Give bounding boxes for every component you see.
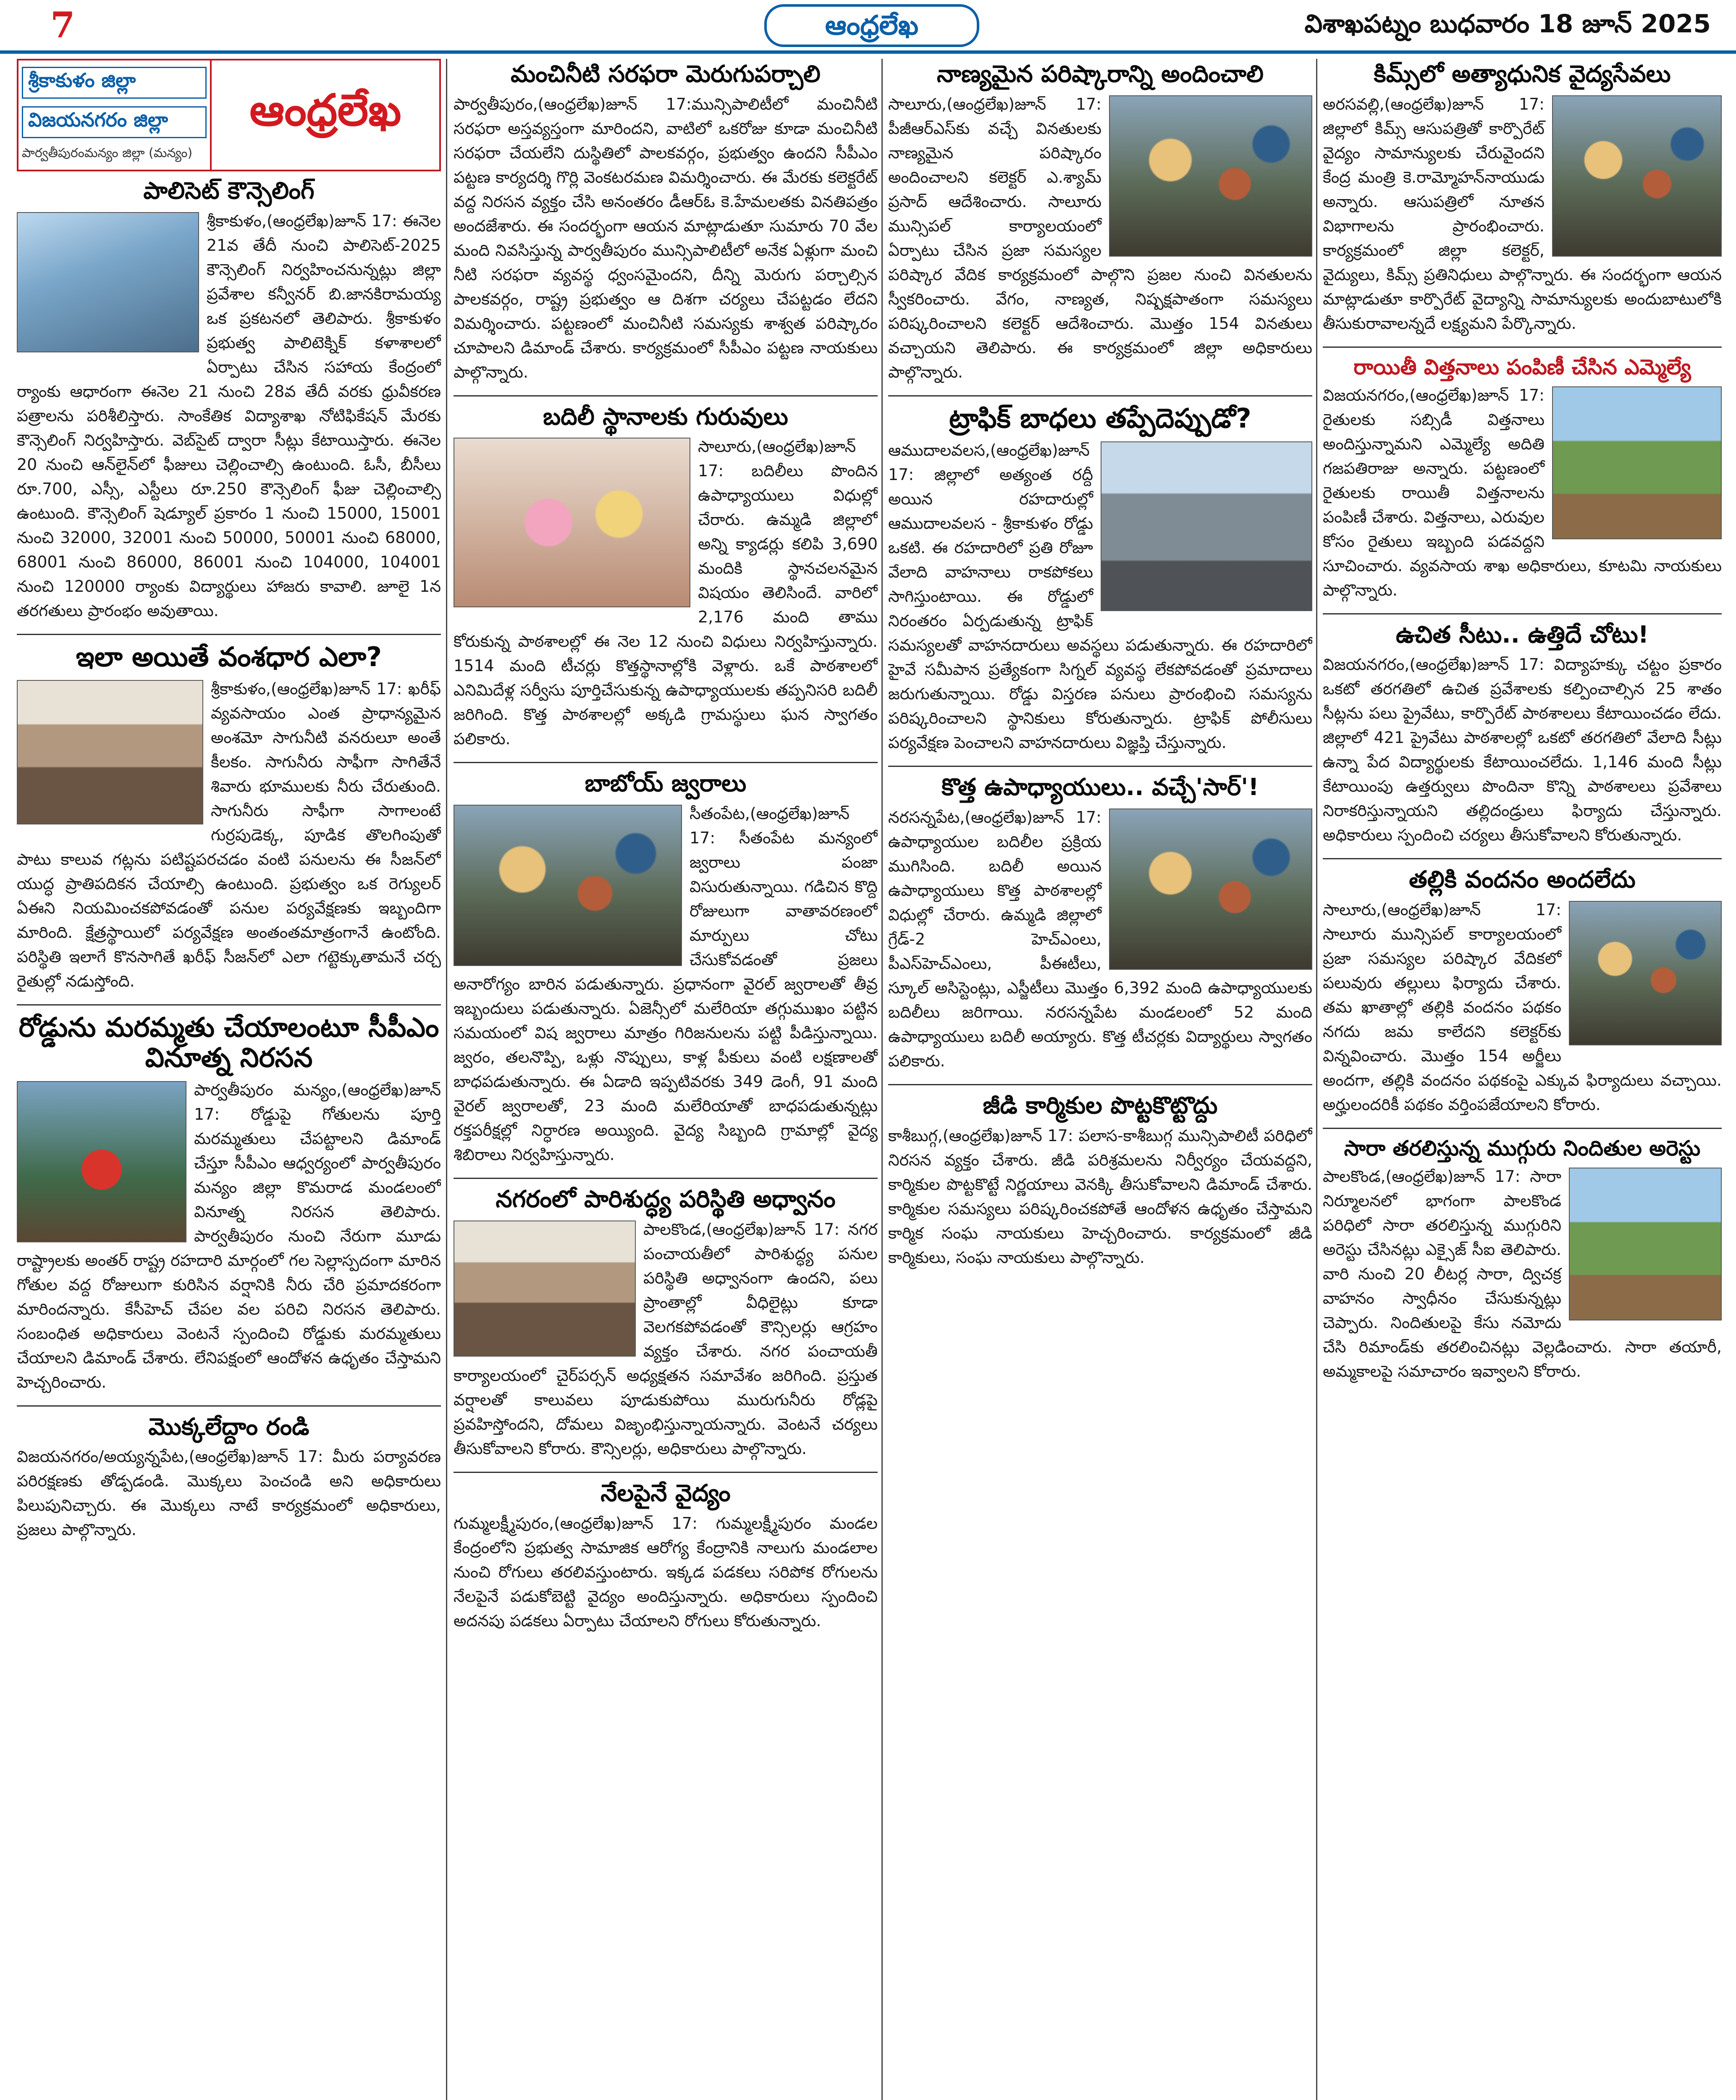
article-body: పాలకొండ,(ఆంధ్రలేఖ)జూన్ 17: సారా నిర్మూలనలో భాగంగా పాలకొండ పరిధిలో సారా తరలిస్తున్న ముగ్గురిని అరెస్టు చేసినట్లు ఎక్సైజ్ సీఐ తెలిపారు. వారి నుంచి 20 లీటర్ల సారా, ద్విచక్ర వాహనం స్వాధీనం చేసుకున్నట్లు చెప్పారు. నిందితులపై కేసు నమోదు చేసి రిమాండ్‌కు తరలించినట్లు వెల్లడించారు. సారా తయారీ, అమ్మకాలపై సమాచారం ఇవ్వాలని కోరారు. bbox=[1323, 1167, 1722, 1381]
article-new-teachers bbox=[888, 774, 1312, 1073]
article-headline: బాబోయ్ జ్వరాలు bbox=[585, 770, 747, 798]
article-body: శ్రీకాకుళం,(ఆంధ్రలేఖ)జూన్ 17: ఖరీఫ్ వ్యవసాయం ఎంత ప్రాధాన్యమైన అంశమో సాగునీటి వనరులూ అంతే కీలకం. సాగునీరు సాఫీగా సాగితేనే శివారు భూములకు నీరు చేరుతుంది. సాగునీరు సాఫీగా సాగాలంటే గుర్రపుడెక్క, పూడిక తొలగింపుతో పాటు కాలువ గట్లను పటిష్టపరచడం వంటి పనులను ఈ సీజన్‌లో యుద్ధ ప్రాతిపదికన చేయాల్సి ఉంటుంది. ప్రభుత్వం ఒక రెగ్యులర్ ఏఈని నియమించకపోవడంతో పనుల పర్యవేక్షణకు ఇబ్బందిగా మారింది. క్షేత్రస్థాయిలో పర్యవేక్షణ అంతంతమాత్రంగానే ఉంటోంది. పరిస్థితి ఇలాగే కొనసాగితే ఖరీఫ్ సీజన్‌లో ఎలా గట్టెక్కుతామనే చర్చ రైతుల్లో నడుస్తోంది. bbox=[17, 680, 441, 991]
council-meeting-photo bbox=[454, 1221, 636, 1357]
article-body: కాశీబుగ్గ,(ఆంధ్రలేఖ)జూన్ 17: పలాస-కాశీబుగ్గ మున్సిపాలిటీ పరిధిలో నిరసన వ్యక్తం చేశారు. జీడి పరిశ్రమలను నిర్వీర్యం చేయవద్దని, కార్మికుల పొట్టకొట్టే నిర్ణయాలు వెనక్కి తీసుకోవాలని డిమాండ్ చేశారు. కార్మికుల సమస్యలు పరిష్కరించకపోతే ఆందోళన ఉధృతం చేస్తామని కార్మిక సంఘ నాయకులు హెచ్చరించారు. కార్యక్రమంలో జీడి కార్మికులు, సంఘ నాయకులు పాల్గొన్నారు. bbox=[888, 1126, 1312, 1267]
article-teacher-transfers bbox=[454, 404, 878, 751]
arrest-photo bbox=[1569, 1168, 1722, 1320]
article-body: నరసన్నపేట,(ఆంధ్రలేఖ)జూన్ 17: ఉపాధ్యాయుల బదిలీల ప్రక్రియ ముగిసింది. బదిలీ అయిన ఉపాధ్యాయులు కొత్త పాఠశాలల్లో విధుల్లో చేరారు. ఉమ్మడి జిల్లాలో గ్రేడ్-2 హెచ్ఎంలు, పీఎస్‌హెచ్ఎంలు, పీఈటీలు, స్కూల్ అసిస్టెంట్లు, ఎస్జీటీలు మొత్తం 6,392 మంది ఉపాధ్యాయులకు బదిలీలు జరిగాయి. నరసన్నపేట మండలంలో 52 మంది ఉపాధ్యాయులు బదిలీ అయ్యారు. కొత్త టీచర్లకు విద్యార్థులు స్వాగతం పలికారు. bbox=[888, 808, 1312, 1071]
divider bbox=[454, 762, 878, 763]
article-headline: ఇలా అయితే వంశధార ఎలా? bbox=[76, 641, 382, 673]
divider bbox=[888, 766, 1312, 767]
article-headline: నేలపైనే వైద్యం bbox=[601, 1479, 731, 1507]
article-headline: బదిలీ స్థానాలకు గురువులు bbox=[543, 403, 788, 430]
divider bbox=[1323, 346, 1722, 348]
teachers-photo bbox=[1109, 808, 1312, 970]
article-body: పార్వతీపురం మన్యం,(ఆంధ్రలేఖ)జూన్ 17: రోడ్డుపై గోతులను పూర్తి మరమ్మతులు చేపట్టాలని డిమాండ్ చేస్తూ సీపీఎం ఆధ్వర్యంలో పార్వతీపురం మన్యం జిల్లా కొమరాడ మండలంలో వినూత్న నిరసన తెలిపారు. పార్వతీపురం నుంచి నేరుగా మూడు రాష్ట్రాలకు అంతర్ రాష్ట్ర రహదారి మార్గంలో గల సెల్లాస్పదంగా మారిన గోతుల వద్ద రోజులుగా కురిసిన వర్షానికి నీరు చేరి ప్రమాదకరంగా మారిందన్నారు. కేసీహెచ్ చేపల వల పరిచి నిరసన తెలిపారు. సంబంధిత అధికారులు వెంటనే స్పందించి రోడ్డుకు మరమ్మతులు చేయాలని డిమాండ్ చేశారు. లేనిపక్షంలో ఆందోళన ఉధృతం చేస్తామని హెచ్చరించారు. bbox=[17, 1080, 441, 1391]
mothers-petition-photo bbox=[1569, 901, 1722, 1045]
divider bbox=[1323, 613, 1722, 614]
article-body: ఆముదాలవలస,(ఆంధ్రలేఖ)జూన్ 17: జిల్లాలో అత్యంత రద్దీ అయిన రహదారుల్లో ఆముదాలవలస - శ్రీకాకుళం రోడ్డు ఒకటి. ఈ రహదారిలో ప్రతి రోజూ వేలాది వాహనాలు రాకపోకలు సాగిస్తుంటాయి. ఈ రోడ్డులో నిరంతరం ఏర్పడుతున్న ట్రాఫిక్ సమస్యలతో వాహనదారులు అవస్థలు పడుతున్నారు. ఈ రహదారిలో హైవే సమీపాన ప్రత్యేకంగా సిగ్నల్ వ్యవస్థ లేకపోవడంతో ప్రమాదాలు జరుగుతున్నాయి. రోడ్డు విస్తరణ పనులు ప్రారంభించి సమస్యను పరిష్కరించాలని స్థానికులు కోరుతున్నారు. ట్రాఫిక్ పోలీసులు పర్యవేక్షణ పెంచాలని వాహనదారులు విజ్ఞప్తి చేస్తున్నారు. bbox=[888, 441, 1312, 752]
newspaper-logo: ఆంధ్రలేఖ bbox=[249, 84, 401, 136]
edition-tab-vizianagaram[interactable]: విజయనగరం జిల్లా bbox=[22, 106, 207, 138]
protest-photo bbox=[17, 1081, 186, 1242]
article-headline: నాణ్యమైన పరిష్కారాన్ని అందించాలి bbox=[936, 60, 1264, 88]
divider bbox=[17, 1405, 441, 1407]
article-kims-hospital bbox=[1323, 61, 1722, 336]
article-headline: తల్లికి వందనం అందలేదు bbox=[1409, 866, 1636, 894]
article-fevers bbox=[454, 771, 878, 1167]
article-body: సీతంపేట,(ఆంధ్రలేఖ)జూన్ 17: సీతంపేట మన్యంలో జ్వరాలు పంజా విసురుతున్నాయి. గడిచిన కొద్ది రోజులుగా వాతావరణంలో మార్పులు చోటు చేసుకోవడంతో ప్రజలు అనారోగ్యం బారిన పడుతున్నారు. ప్రధానంగా వైరల్ జ్వరాలతో తీవ్ర ఇబ్బందులు పడుతున్నారు. ఏజెన్సీలో మలేరియా తగ్గుముఖం పట్టిన సమయంలో విష జ్వరాలు మాత్రం గిరిజనులను పట్టి పీడిస్తున్నాయి. జ్వరం, తలనొప్పి, ఒళ్లు నొప్పులు, కాళ్ల పీకులు వంటి లక్షణాలతో బాధపడుతున్నారు. ఈ ఏడాది ఇప్పటివరకు 349 డెంగీ, 91 మంది వైరల్ జ్వరాలతో, 23 మంది మలేరియాతో బాధపడుతున్నట్లు రక్తపరీక్షల్లో నిర్ధారణ అయ్యింది. వైద్య సిబ్బంది గ్రామాల్లో వైద్య శిబిరాలు నిర్వహిస్తున్నారు. bbox=[454, 804, 878, 1164]
school-welcome-photo bbox=[454, 438, 690, 607]
article-seed-distribution bbox=[1323, 355, 1722, 602]
hospital-inauguration-photo bbox=[1552, 95, 1722, 257]
hospital-crowd-photo bbox=[454, 805, 682, 966]
divider bbox=[454, 1178, 878, 1179]
divider bbox=[17, 1004, 441, 1005]
column-divider bbox=[446, 59, 447, 2100]
article-drinking-water bbox=[454, 61, 878, 384]
masthead-title: ఆంధ్రలేఖ bbox=[764, 4, 979, 47]
article-body: గుమ్మలక్ష్మీపురం,(ఆంధ్రలేఖ)జూన్ 17: గుమ్మలక్ష్మీపురం మండల కేంద్రంలోని ప్రభుత్వ సామాజిక ఆరోగ్య కేంద్రానికి నాలుగు మండలాల నుంచి రోగులు తరలివస్తుంటారు. ఇక్కడ పడకలు సరిపోక రోగులను నేలపైనే పడుకోబెట్టి వైద్యం అందిస్తున్నారు. అధికారులు స్పందించి అదనపు పడకలు ఏర్పాటు చేయాలని రోగులు కోరుతున్నారు. bbox=[454, 1514, 878, 1630]
article-headline: సారా తరలిస్తున్న ముగ్గురు నిందితుల అరెస్టు bbox=[1344, 1136, 1701, 1161]
article-body: సాలూరు,(ఆంధ్రలేఖ)జూన్ 17: పీజీఆర్ఎస్‌కు వచ్చే వినతులకు నాణ్యమైన పరిష్కారం అందించాలని కలెక్టర్ ఎ.శ్యామ్ ప్రసాద్ ఆదేశించారు. సాలూరు మున్సిపల్ కార్యాలయంలో ఏర్పాటు చేసిన ప్రజా సమస్యల పరిష్కార వేదిక కార్యక్రమంలో పాల్గొని ప్రజల నుంచి వినతులను స్వీకరించారు. వేగం, నాణ్యత, నిష్పక్షపాతంగా సమస్యలు పరిష్కరించాలని కలెక్టర్ ఆదేశించారు. మొత్తం 154 వినతులు వచ్చాయని తెలిపారు. ఈ కార్యక్రమంలో జిల్లా అధికారులు పాల్గొన్నారు. bbox=[888, 94, 1312, 381]
edition-tab-srikakulam[interactable]: శ్రీకాకుళం జిల్లా bbox=[22, 67, 207, 99]
article-headline: కొత్త ఉపాధ్యాయులు.. వచ్చే'సార్'! bbox=[941, 774, 1259, 801]
article-body: అరసవల్లి,(ఆంధ్రలేఖ)జూన్ 17: జిల్లాలో కిమ్స్ ఆసుపత్రితో కార్పొరేట్ వైద్యం సామాన్యులకు చేరువైందని కేంద్ర మంత్రి కె.రామ్మోహన్‌నాయుడు అన్నారు. ఆసుపత్రిలో నూతన విభాగాలను ప్రారంభించారు. కార్యక్రమంలో జిల్లా కలెక్టర్, వైద్యులు, కిమ్స్ ప్రతినిధులు పాల్గొన్నారు. ఈ సందర్భంగా ఆయన మాట్లాడుతూ కార్పొరేట్ వైద్యాన్ని సామాన్యులకు అందుబాటులోకి తీసుకురావాలన్నదే లక్ష్యమని పేర్కొన్నారు. bbox=[1323, 94, 1722, 333]
article-headline: రాయితీ విత్తనాలు పంపిణీ చేసిన ఎమ్మెల్యే bbox=[1353, 354, 1691, 379]
column-divider bbox=[1316, 59, 1317, 2100]
article-headline: నగరంలో పారిశుద్ధ్య పరిస్థితి అధ్వానం bbox=[496, 1186, 836, 1213]
article-body: సాలూరు,(ఆంధ్రలేఖ)జూన్ 17: బదిలీలు పొందిన ఉపాధ్యాయులు విధుల్లో చేరారు. ఉమ్మడి జిల్లాలో అన్ని క్యాడర్లు కలిపి 3,690 మందికి స్థానచలనమైన విషయం తెలిసిందే. వారిలో 2,176 మంది తాము కోరుకున్న పాఠశాలల్లో ఈ నెల 12 నుంచి విధులు నిర్వహిస్తున్నారు. 1514 మంది టీచర్లు కొత్తస్థానాల్లోకి వెళ్లారు. ఒకే పాఠశాలలో ఎనిమిదేళ్ల సర్వీసు పూర్తిచేసుకున్న ఉపాధ్యాయులకు తప్పనిసరి బదిలీ జరిగింది. కొత్త పాఠశాలల్లో అక్కడి గ్రామస్థులు ఘన స్వాగతం పలికారు. bbox=[454, 437, 878, 748]
article-body: విజయనగరం/అయ్యన్నపేట,(ఆంధ్రలేఖ)జూన్ 17: మీరు పర్యావరణ పరిరక్షణకు తోడ్పడండి. మొక్కలు పెంచండి అని అధికారులు పిలుపునిచ్చారు. ఈ మొక్కలు నాటే కార్యక్రమంలో అధికారులు, ప్రజలు పాల్గొన్నారు. bbox=[17, 1447, 441, 1539]
divider bbox=[17, 634, 441, 635]
edition-tab-parvathipuram[interactable]: పార్వతీపురంమన్యం జిల్లా (మన్యం) bbox=[22, 146, 193, 160]
column-1 bbox=[17, 59, 441, 2100]
article-headline: ట్రాఫిక్ బాధలు తప్పేదెప్పుడో? bbox=[949, 403, 1251, 434]
divider bbox=[454, 395, 878, 396]
article-headline: జీడి కార్మికుల పొట్టకొట్టొద్దు bbox=[983, 1092, 1218, 1120]
article-body: విజయనగరం,(ఆంధ్రలేఖ)జూన్ 17: విద్యాహక్కు చట్టం ప్రకారం ఒకటో తరగతిలో ఉచిత ప్రవేశాలకు కల్పించాల్సిన 25 శాతం సీట్లను పలు ప్రైవేటు, కార్పొరేట్ పాఠశాలలు కేటాయించడం లేదు. జిల్లాలో 421 ప్రైవేటు పాఠశాలల్లో ఒకటో తరగతిలో వేలాది సీట్లు ఉన్నా పేద విద్యార్థులకు కేటాయించలేదు. 1,146 మంది సీట్లు కేటాయింపు ఉత్తర్వులు పొందినా కొన్ని పాఠశాలలు ప్రవేశాలు నిరాకరిస్తున్నాయని తల్లిదండ్రులు ఫిర్యాదు చేస్తున్నారు. అధికారులు స్పందించి చర్యలు తీసుకోవాలని కోరుతున్నారు. bbox=[1323, 655, 1722, 845]
column-3 bbox=[888, 59, 1312, 2100]
article-floor-treatment bbox=[454, 1480, 878, 1633]
article-cashew-workers bbox=[888, 1093, 1312, 1270]
article-traffic bbox=[888, 404, 1312, 755]
article-vamsadhara bbox=[17, 643, 441, 994]
article-headline: మొక్కలేద్దాం రండి bbox=[148, 1413, 309, 1441]
article-headline: మంచినీటి సరఫరా మెరుగుపర్చాలి bbox=[511, 60, 821, 88]
article-headline: రోడ్డును మరమ్మతు చేయాలంటూ సీపీఎం వినూత్న నిరసన bbox=[18, 1012, 439, 1074]
article-body: పార్వతీపురం,(ఆంధ్రలేఖ)జూన్ 17:మున్సిపాలిటీలో మంచినీటి సరఫరా అస్తవ్యస్తంగా మారిందని, వాటిలో ఒకరోజు కూడా మంచినీటి సరఫరా చేయలేని దుస్థితిలో పాలకవర్గం, ప్రభుత్వం ఉందని సీపీఎం పట్టణ కార్యదర్శి గొర్లి వెంకటరమణ విమర్శించారు. ఈ మేరకు కలెక్టరేట్ వద్ద నిరసన వ్యక్తం చేసి అనంతరం డీఆర్ఓ కె.హేమలతకు వినతిపత్రం అందజేశారు. ఈ సందర్భంగా ఆయన మాట్లాడుతూ సుమారు 70 వేల మంది నివసిస్తున్న పార్వతీపురం మున్సిపాలిటీలో అనేక ఏళ్లుగా మంచి నీటి సరఫరా వ్యవస్థ ధ్వంసమైందని, దీన్ని మెరుగు పర్చాల్సిన పాలకవర్గం, రాష్ట్ర ప్రభుత్వం ఆ దిశగా చర్యలు చేపట్టడం లేదని విమర్శించారు. పట్టణంలో మంచినీటి సమస్యకు శాశ్వత పరిష్కారం చూపాలని డిమాండ్ చేశారు. కార్యక్రమంలో సీపీఎం పట్టణ నాయకులు పాల్గొన్నారు. bbox=[454, 94, 878, 381]
article-headline: పాలిసెట్ కౌన్సెలింగ్ bbox=[143, 177, 315, 205]
divider bbox=[888, 395, 1312, 396]
column-2 bbox=[454, 59, 878, 2100]
seed-distribution-photo bbox=[1552, 386, 1722, 539]
divider bbox=[1323, 1128, 1722, 1129]
article-free-seat bbox=[1323, 622, 1722, 848]
article-body: శ్రీకాకుళం,(ఆంధ్రలేఖ)జూన్ 17: ఈనెల 21వ తేదీ నుంచి పాలిసెట్-2025 కౌన్సెలింగ్ నిర్వహించనున్నట్లు జిల్లా ప్రవేశాల కన్వీనర్ బి.జానకిరామయ్య ఒక ప్రకటనలో తెలిపారు. శ్రీకాకుళం ప్రభుత్వ పాలిటెక్నిక్ కళాశాలలో ఏర్పాటు చేసిన సహాయ కేంద్రంలో ర్యాంకు ఆధారంగా ఈనెల 21 నుంచి 28వ తేదీ వరకు ధ్రువీకరణ పత్రాలను పరిశీలిస్తారు. సాంకేతిక విద్యాశాఖ నోటిఫికేషన్ మేరకు కౌన్సెలింగ్ నిర్వహిస్తారు. వెబ్‌సైట్ ద్వారా సీట్లు కేటాయిస్తారు. ఈనెల 20 నుంచి ఆన్‌లైన్‌లో ఫీజులు చెల్లించాల్సి ఉంటుంది. ఓసీ, బీసీలు రూ.700, ఎస్సీ, ఎస్టీలు రూ.250 కౌన్సెలింగ్ ఫీజు చెల్లించాల్సి ఉంటుంది. కౌన్సెలింగ్ షెడ్యూల్ ప్రకారం 1 నుంచి 15000, 15001 నుంచి 32000, 32001 నుంచి 50000, 50001 నుంచి 68000, 68001 నుంచి 86000, 86001 నుంచి 104000, 104001 నుంచి 120000 ర్యాంకు విద్యార్థులు హాజరు కావాలి. జూలై 1న తరగతులు ప్రారంభం అవుతాయి. bbox=[17, 211, 441, 620]
dateline: విశాఖపట్నం బుధవారం 18 జూన్ 2025 bbox=[1304, 9, 1711, 39]
collector-meeting-photo bbox=[1109, 95, 1312, 257]
article-body: సాలూరు,(ఆంధ్రలేఖ)జూన్ 17: సాలూరు మున్సిపల్ కార్యాలయంలో ప్రజా సమస్యల పరిష్కార వేదికలో పలువురు తల్లులు ఫిర్యాదు చేశారు. తమ ఖాతాల్లో తల్లికి వందనం పథకం నగదు జమ కాలేదని కలెక్టర్‌కు విన్నవించారు. మొత్తం 154 అర్జీలు అందగా, తల్లికి వందనం పథకంపై ఎక్కువ ఫిర్యాదులు వచ్చాయి. అర్హులందరికీ పథకం వర్తింపజేయాలని కోరారు. bbox=[1323, 900, 1722, 1114]
page-header bbox=[0, 0, 1736, 54]
article-body: పాలకొండ,(ఆంధ్రలేఖ)జూన్ 17: నగర పంచాయతీలో పారిశుద్ధ్య పనుల పరిస్థితి అధ్వానంగా ఉందని, పలు ప్రాంతాల్లో వీధిలైట్లు కూడా వెలగకపోవడంతో కౌన్సిలర్లు ఆగ్రహం వ్యక్తం చేశారు. నగర పంచాయతీ కార్యాలయంలో చైర్‌పర్సన్ అధ్యక్షతన సమావేశం జరిగింది. ప్రస్తుత వర్షాలతో కాలువలు పూడుకుపోయి మురుగునీరు రోడ్లపై ప్రవహిస్తోందని, దోమలు విజృంభిస్తున్నాయన్నారు. వెంటనే చర్యలు తీసుకోవాలని కోరారు. కౌన్సిలర్లు, అధికారులు పాల్గొన్నారు. bbox=[454, 1220, 878, 1458]
article-road-protest bbox=[17, 1013, 441, 1394]
article-polycet bbox=[17, 178, 441, 623]
office-building-photo bbox=[17, 680, 203, 824]
article-arrack-arrest bbox=[1323, 1137, 1722, 1383]
edition-tabs bbox=[18, 60, 212, 170]
divider bbox=[888, 1084, 1312, 1085]
divider bbox=[454, 1472, 878, 1473]
edition-logo-block bbox=[17, 59, 441, 171]
page-number: 7 bbox=[50, 4, 75, 46]
article-plantation bbox=[17, 1414, 441, 1542]
article-body: విజయనగరం,(ఆంధ్రలేఖ)జూన్ 17: రైతులకు సబ్సిడీ విత్తనాలు అందిస్తున్నామని ఎమ్మెల్యే అదితి గజపతిరాజు అన్నారు. పట్టణంలో రైతులకు రాయితీ విత్తనాలను పంపిణీ చేశారు. విత్తనాలు, ఎరువుల కోసం రైతులు ఇబ్బంది పడవద్దని సూచించారు. వ్యవసాయ శాఖ అధికారులు, కూటమి నాయకులు పాల్గొన్నారు. bbox=[1323, 386, 1722, 599]
article-headline: ఉచిత సీటు.. ఉత్తిదే చోటు! bbox=[1395, 621, 1649, 648]
article-thalliki-vandanam bbox=[1323, 867, 1722, 1117]
column-4 bbox=[1323, 59, 1722, 2100]
article-headline: కిమ్స్‌లో అత్యాధునిక వైద్యసేవలు bbox=[1374, 60, 1671, 88]
college-building-photo bbox=[17, 212, 199, 352]
article-sanitation bbox=[454, 1186, 878, 1461]
column-divider bbox=[881, 59, 883, 2100]
divider bbox=[1323, 858, 1722, 859]
traffic-road-photo bbox=[1101, 441, 1312, 611]
article-grievance-redressal bbox=[888, 61, 1312, 384]
